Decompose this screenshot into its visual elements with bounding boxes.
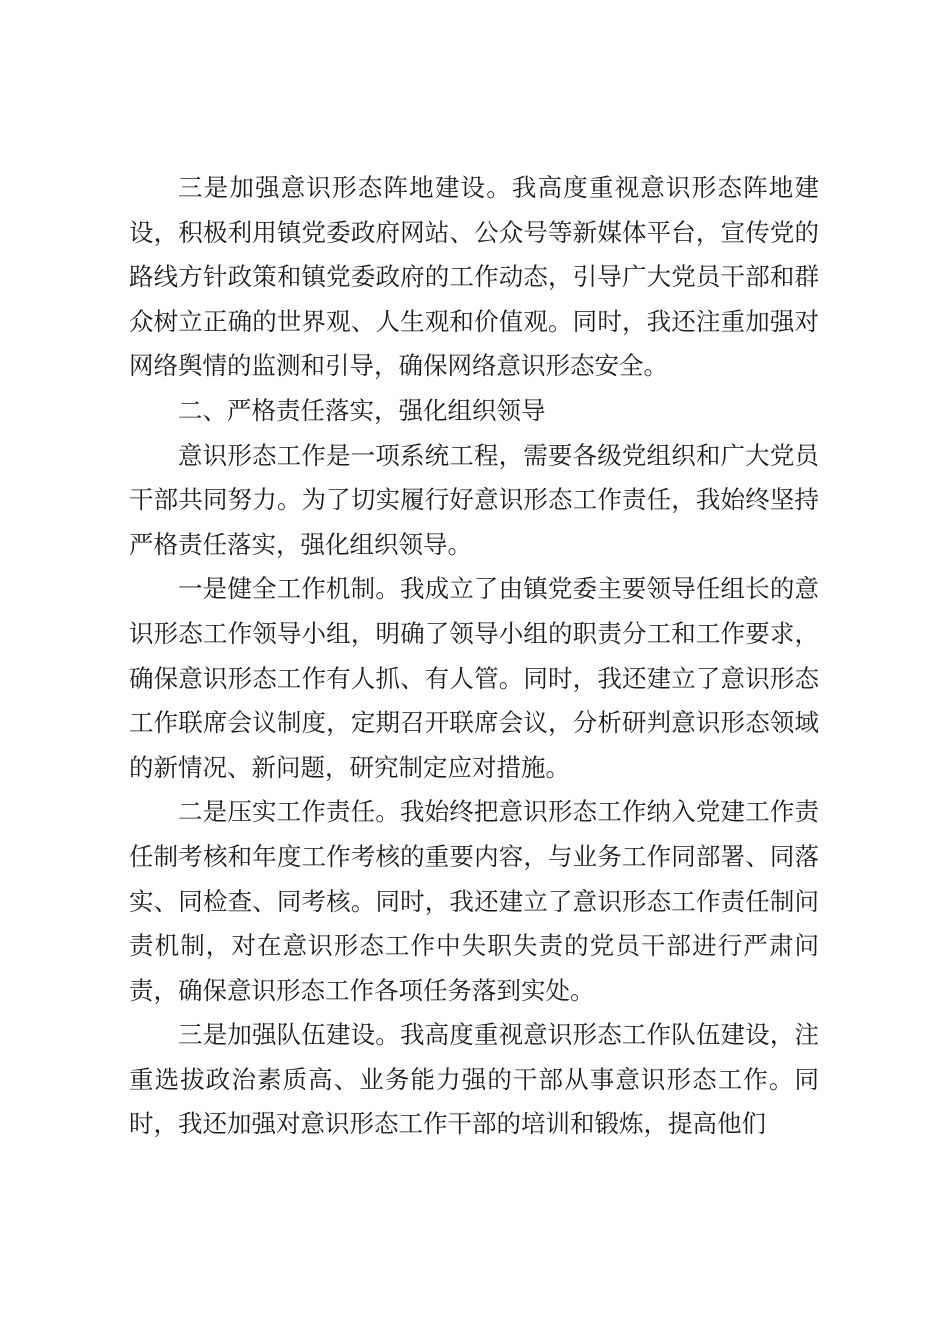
paragraph-work-responsibility: 二是压实工作责任。我始终把意识形态工作纳入党建工作责任制考核和年度工作考核的重要内容，与业务工作同部署、同落实、同检查、同考核。同时，我还建立了意识形态工作责任制问责机制，对在意识形态工作中失职失责的党员干部进行严肃问责，确保意识形态工作各项任务落到实处。 [129,797,819,1005]
document-body [129,166,819,1147]
paragraph-work-mechanism: 一是健全工作机制。我成立了由镇党委主要领导任组长的意识形态工作领导小组，明确了领导小组的职责分工和工作要求，确保意识形态工作有人抓、有人管。同时，我还建立了意识形态工作联席会议制度，定期召开联席会议，分析研判意识形态领域的新情况、新问题，研究制定应对措施。 [129,574,819,782]
section-heading-responsibility: 二、严格责任落实，强化组织领导 [178,395,546,425]
paragraph-team-building: 三是加强队伍建设。我高度重视意识形态工作队伍建设，注重选拔政治素质高、业务能力强的干部从事意识形态工作。同时，我还加强对意识形态工作干部的培训和锻炼，提高他们 [129,1020,819,1139]
paragraph-position-building: 三是加强意识形态阵地建设。我高度重视意识形态阵地建设，积极利用镇党委政府网站、公众号等新媒体平台，宣传党的路线方针政策和镇党委政府的工作动态，引导广大党员干部和群众树立正确的世界观、人生观和价值观。同时，我还注重加强对网络舆情的监测和引导，确保网络意识形态安全。 [129,173,819,381]
paragraph-section-intro: 意识形态工作是一项系统工程，需要各级党组织和广大党员干部共同努力。为了切实履行好意识形态工作责任，我始终坚持严格责任落实，强化组织领导。 [129,440,819,559]
